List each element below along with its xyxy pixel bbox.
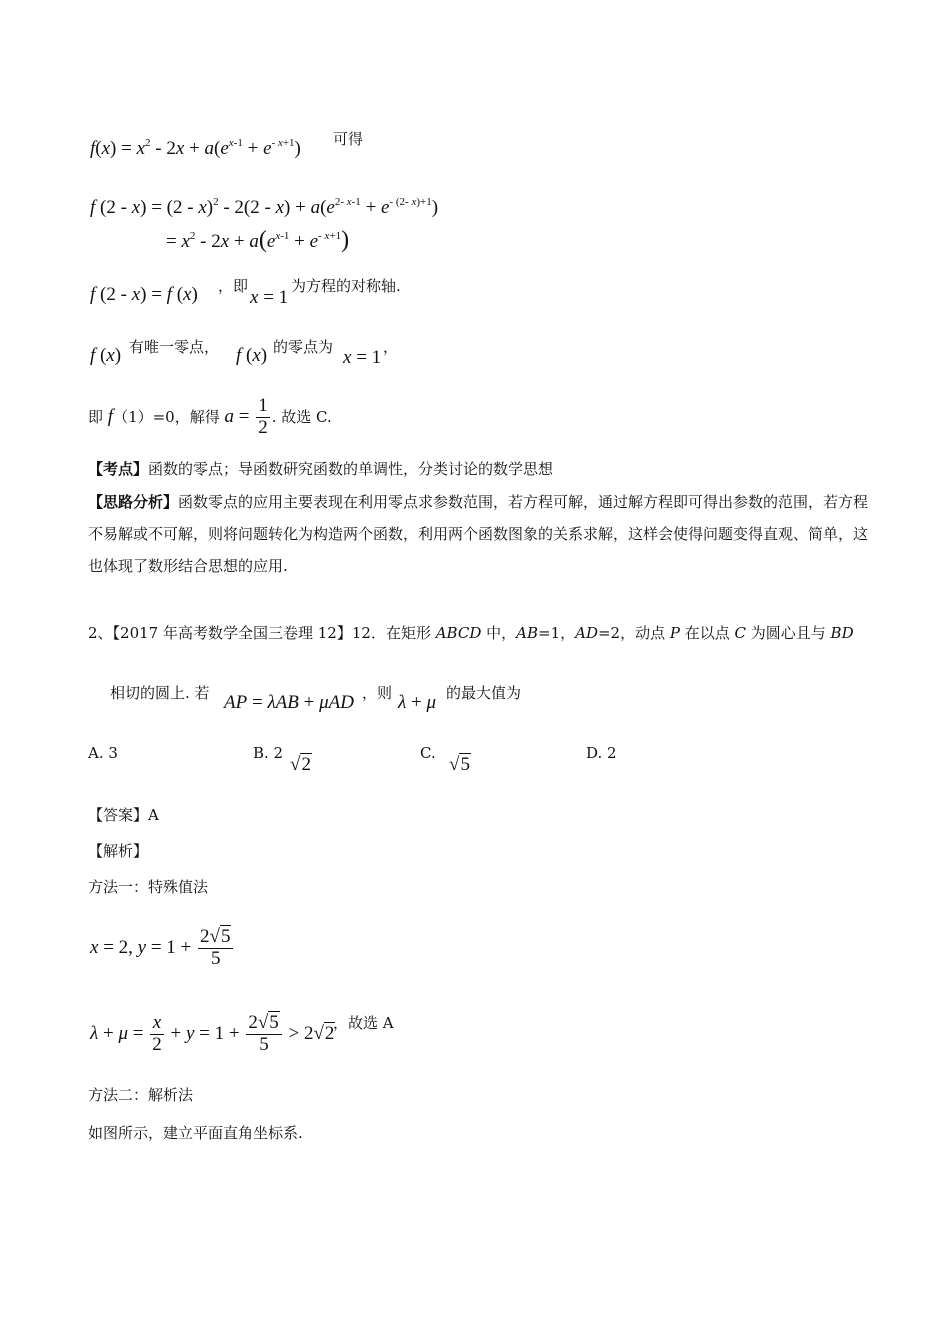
fraction-one-half: $\frac{1}{2}$ <box>258 395 268 438</box>
note-ji: ，即 <box>218 277 249 295</box>
option-b: B. 2 <box>253 744 284 762</box>
comma: ， <box>383 338 399 356</box>
formula-symmetry: f (2 - x) = f (x) <box>90 284 198 305</box>
formula-fx-a: f (x) <box>90 345 122 366</box>
question-line2-mid: ，则 <box>362 684 393 702</box>
silu-label: 【思路分析】 <box>88 493 179 511</box>
question-line2-post: 的最大值为 <box>446 684 522 702</box>
option-c: C. <box>420 744 436 762</box>
formula-f-2-minus-x: f $(2 - x) = (2 - x)^2 - 2(2 - x) + a(e^{2- x-1} + e^{- (2- x)+1})$ <box>90 196 439 218</box>
question-stem-line1: 2、【2017 年高考数学全国三卷理 12】12．在矩形 ABCD 中，AB=1，AD=2，动点 P 在以点 C 为圆心且与 BD <box>88 624 854 642</box>
jiexi-label: 【解析】 <box>88 842 149 860</box>
kaodian-label: 【考点】 <box>88 460 149 478</box>
option-c-sqrt5: √5 <box>449 754 470 775</box>
final-line: 如图所示，建立平面直角坐标系. <box>88 1124 303 1142</box>
note-unique-zero: 有唯一零点， <box>129 338 220 356</box>
kaodian-line <box>88 458 553 479</box>
note-axis: 为方程的对称轴. <box>291 277 401 295</box>
note-zero-is: 的零点为 <box>273 338 334 356</box>
option-a: A. 3 <box>88 744 118 762</box>
answer-value: A <box>148 806 159 824</box>
option-d: D. 2 <box>586 744 617 762</box>
silu-text: 函数零点的应用主要表现在利用零点求参数范围，若方程可解，通过解方程即可得出参数的范围，若方程不易解或不可解，则将问题转化为构造两个函数，利用两个函数图象的关系求解，这样会使得问题变得直观、简单，这也体现了数形结合思想的应用. <box>88 493 869 575</box>
formula-f-2-minus-x-simplified: = $x^2 - 2x + a(e^{x-1} + e^{- x+1})$ <box>166 227 350 253</box>
note-kede: 可得 <box>333 130 364 148</box>
method1-conclusion: ，故选 A <box>333 1014 394 1032</box>
method2-label: 方法二：解析法 <box>88 1086 194 1104</box>
answer-label: 【答案】 <box>88 806 149 824</box>
formula-vector-ap: AP = λAB + μAD <box>224 692 354 713</box>
question-line2-pre: 相切的圆上. 若 <box>110 684 210 702</box>
method1-label: 方法一：特殊值法 <box>88 878 209 896</box>
formula-x-eq-1: x = 1 <box>250 287 289 308</box>
formula-x-eq-1-b: x = 1 <box>343 347 382 368</box>
formula-fx-b: f (x) <box>236 345 268 366</box>
conclusion-line: 即 f（1）=0，解得 a = $\frac{1}{2}$ . 故选 C. <box>88 395 332 438</box>
option-b-sqrt2: √2 <box>290 754 311 775</box>
kaodian-text: 函数的零点；导函数研究函数的单调性，分类讨论的数学思想 <box>148 460 554 478</box>
formula-f-definition: $f(x) = x^2 - 2x + a(e^{x-1} + e^{- x+1})$ <box>90 137 301 159</box>
formula-special-values: x = 2, y = 1 + $\frac{2√5}{5}$ <box>90 927 235 970</box>
silu-paragraph <box>88 486 873 582</box>
formula-lambda-plus-mu: λ + μ <box>398 692 436 713</box>
answer-line <box>88 804 159 825</box>
formula-lambda-mu-value: λ + μ = $\frac{x}{2}$ + y = 1 + $\frac{2√5}{5}$ > 2√2 <box>90 1012 335 1055</box>
